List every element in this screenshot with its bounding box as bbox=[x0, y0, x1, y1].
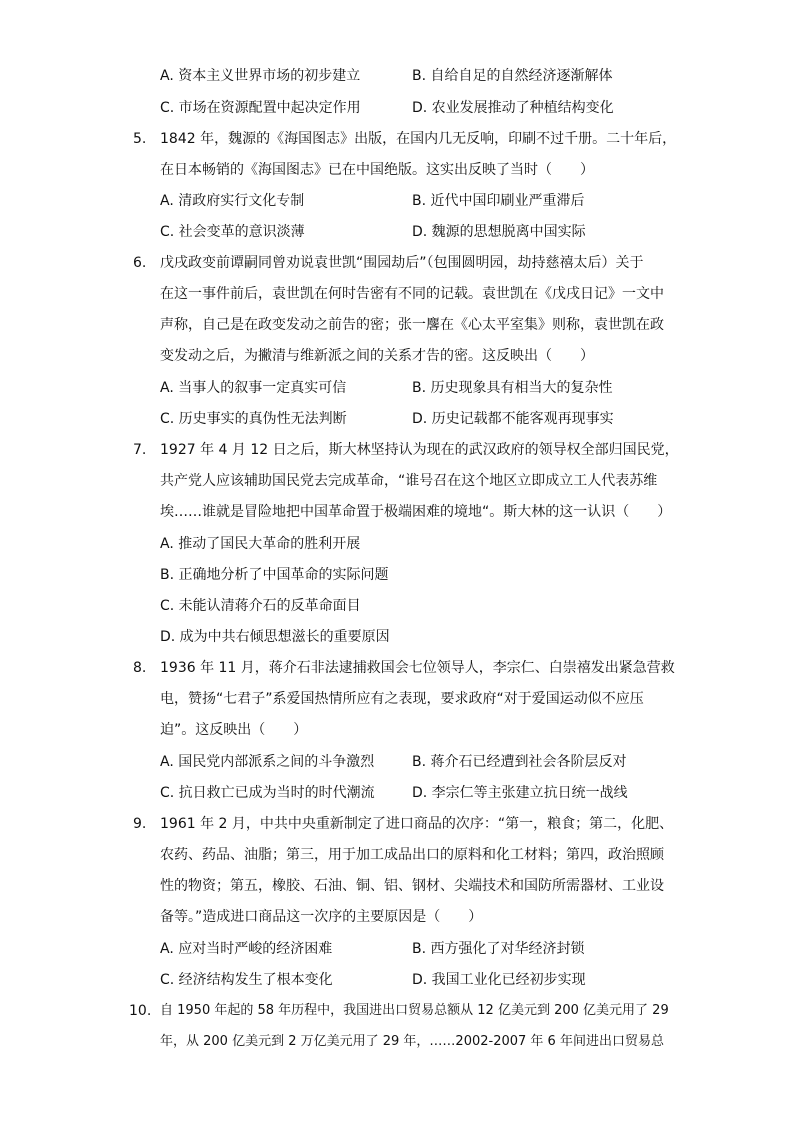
q8-stem-line-1: 1936 年 11 月，蒋介石非法逮捕救国会七位领导人，李宗仁、白崇禧发出紧急营救 bbox=[160, 660, 675, 676]
q9-number: 9. bbox=[133, 816, 147, 832]
q10-stem-line-1: 自 1950 年起的 58 年历程中，我国进出口贸易总额从 12 亿美元到 200 亿美元用了 29 bbox=[160, 1003, 669, 1018]
q6-stem-line-1: 戊戌政变前谭嗣同曾劝说袁世凯“围园劫后”（包围圆明园，劫持慈禧太后）关于 bbox=[160, 255, 644, 271]
q9-stem-line-4: 备等。”造成进口商品这一次序的主要原因是（ ） bbox=[160, 909, 483, 925]
q10-stem-line-2: 年，从 200 亿美元到 2 万亿美元用了 29 年，……2002-2007 年 6 年间进出口贸易总 bbox=[160, 1034, 664, 1049]
q6-stem-line-4: 变发动之后，为撇清与维新派之间的关系才告的密。这反映出（ ） bbox=[160, 348, 594, 364]
q4-option-d[interactable]: D. 农业发展推动了种植结构变化 bbox=[412, 100, 614, 116]
q7-stem-line-2: 共产党人应该辅助国民党去完成革命，“谁号召在这个地区立即成立工人代表苏维 bbox=[160, 473, 658, 489]
q7-number: 7. bbox=[133, 442, 147, 458]
q6-option-a[interactable]: A. 当事人的叙事一定真实可信 bbox=[160, 380, 347, 396]
q9-stem-line-3: 性的物资；第五，橡胶、石油、铜、铝、钢材、尖端技术和国防所需器材、工业设 bbox=[160, 878, 664, 894]
q8-option-d[interactable]: D. 李宗仁等主张建立抗日统一战线 bbox=[412, 785, 628, 801]
q5-stem-line-1: 1842 年，魏源的《海国图志》出版，在国内几无反响，印刷不过千册。二十年后， bbox=[160, 131, 677, 147]
q5-number: 5. bbox=[133, 131, 147, 147]
q6-stem-line-2: 在这一事件前后，袁世凯在何时告密有不同的记载。袁世凯在《戊戌日记》一文中 bbox=[160, 286, 664, 302]
q7-option-b[interactable]: B. 正确地分析了中国革命的实际问题 bbox=[160, 567, 389, 583]
q9-option-b[interactable]: B. 西方强化了对华经济封锁 bbox=[412, 941, 585, 957]
q4-option-a[interactable]: A. 资本主义世界市场的初步建立 bbox=[160, 68, 361, 84]
q7-option-c[interactable]: C. 未能认清蒋介石的反革命面目 bbox=[160, 598, 361, 614]
q7-stem-line-1: 1927 年 4 月 12 日之后，斯大林坚持认为现在的武汉政府的领导权全部归国民党， bbox=[160, 442, 679, 458]
q6-number: 6. bbox=[133, 255, 147, 271]
q5-option-a[interactable]: A. 清政府实行文化专制 bbox=[160, 193, 305, 209]
q5-option-c[interactable]: C. 社会变革的意识淡薄 bbox=[160, 224, 305, 240]
q8-option-b[interactable]: B. 蒋介石已经遭到社会各阶层反对 bbox=[412, 754, 627, 770]
q6-stem-line-3: 声称，自己是在政变发动之前告的密；张一麐在《心太平室集》则称，袁世凯在政 bbox=[160, 317, 664, 333]
q8-option-c[interactable]: C. 抗日救亡已成为当时的时代潮流 bbox=[160, 785, 375, 801]
q8-stem-line-3: 迫”。这反映出（ ） bbox=[160, 722, 308, 738]
q5-stem-line-2: 在日本畅销的《海国图志》已在中国绝版。这实出反映了当时（ ） bbox=[160, 162, 594, 178]
q8-option-a[interactable]: A. 国民党内部派系之间的斗争激烈 bbox=[160, 754, 375, 770]
q9-option-a[interactable]: A. 应对当时严峻的经济困难 bbox=[160, 941, 333, 957]
q4-option-c[interactable]: C. 市场在资源配置中起决定作用 bbox=[160, 100, 361, 116]
q7-stem-line-3: 埃……谁就是冒险地把中国革命置于极端困难的境地“。斯大林的这一认识（ ） bbox=[160, 504, 672, 520]
q7-option-a[interactable]: A. 推动了国民大革命的胜利开展 bbox=[160, 536, 361, 552]
q5-option-b[interactable]: B. 近代中国印刷业严重滞后 bbox=[412, 193, 585, 209]
q6-option-d[interactable]: D. 历史记载都不能客观再现事实 bbox=[412, 411, 614, 427]
q8-number: 8. bbox=[133, 660, 147, 676]
q8-stem-line-2: 电，赞扬“七君子”系爱国热情所应有之表现，要求政府“对于爱国运动似不应压 bbox=[160, 691, 644, 707]
q6-option-c[interactable]: C. 历史事实的真伪性无法判断 bbox=[160, 411, 347, 427]
q9-option-c[interactable]: C. 经济结构发生了根本变化 bbox=[160, 972, 333, 988]
q9-stem-line-1: 1961 年 2 月，中共中央重新制定了进口商品的次序：“第一，粮食；第二，化肥、 bbox=[160, 816, 674, 832]
q9-stem-line-2: 农药、药品、油脂；第三，用于加工成品出口的原料和化工材料；第四，政治照顾 bbox=[160, 847, 664, 863]
q9-option-d[interactable]: D. 我国工业化已经初步实现 bbox=[412, 972, 586, 988]
q7-option-d[interactable]: D. 成为中共右倾思想滋长的重要原因 bbox=[160, 629, 390, 645]
q5-option-d[interactable]: D. 魏源的思想脱离中国实际 bbox=[412, 224, 586, 240]
q6-option-b[interactable]: B. 历史现象具有相当大的复杂性 bbox=[412, 380, 613, 396]
q10-number: 10. bbox=[129, 1003, 152, 1019]
q4-option-b[interactable]: B. 自给自足的自然经济逐渐解体 bbox=[412, 68, 613, 84]
